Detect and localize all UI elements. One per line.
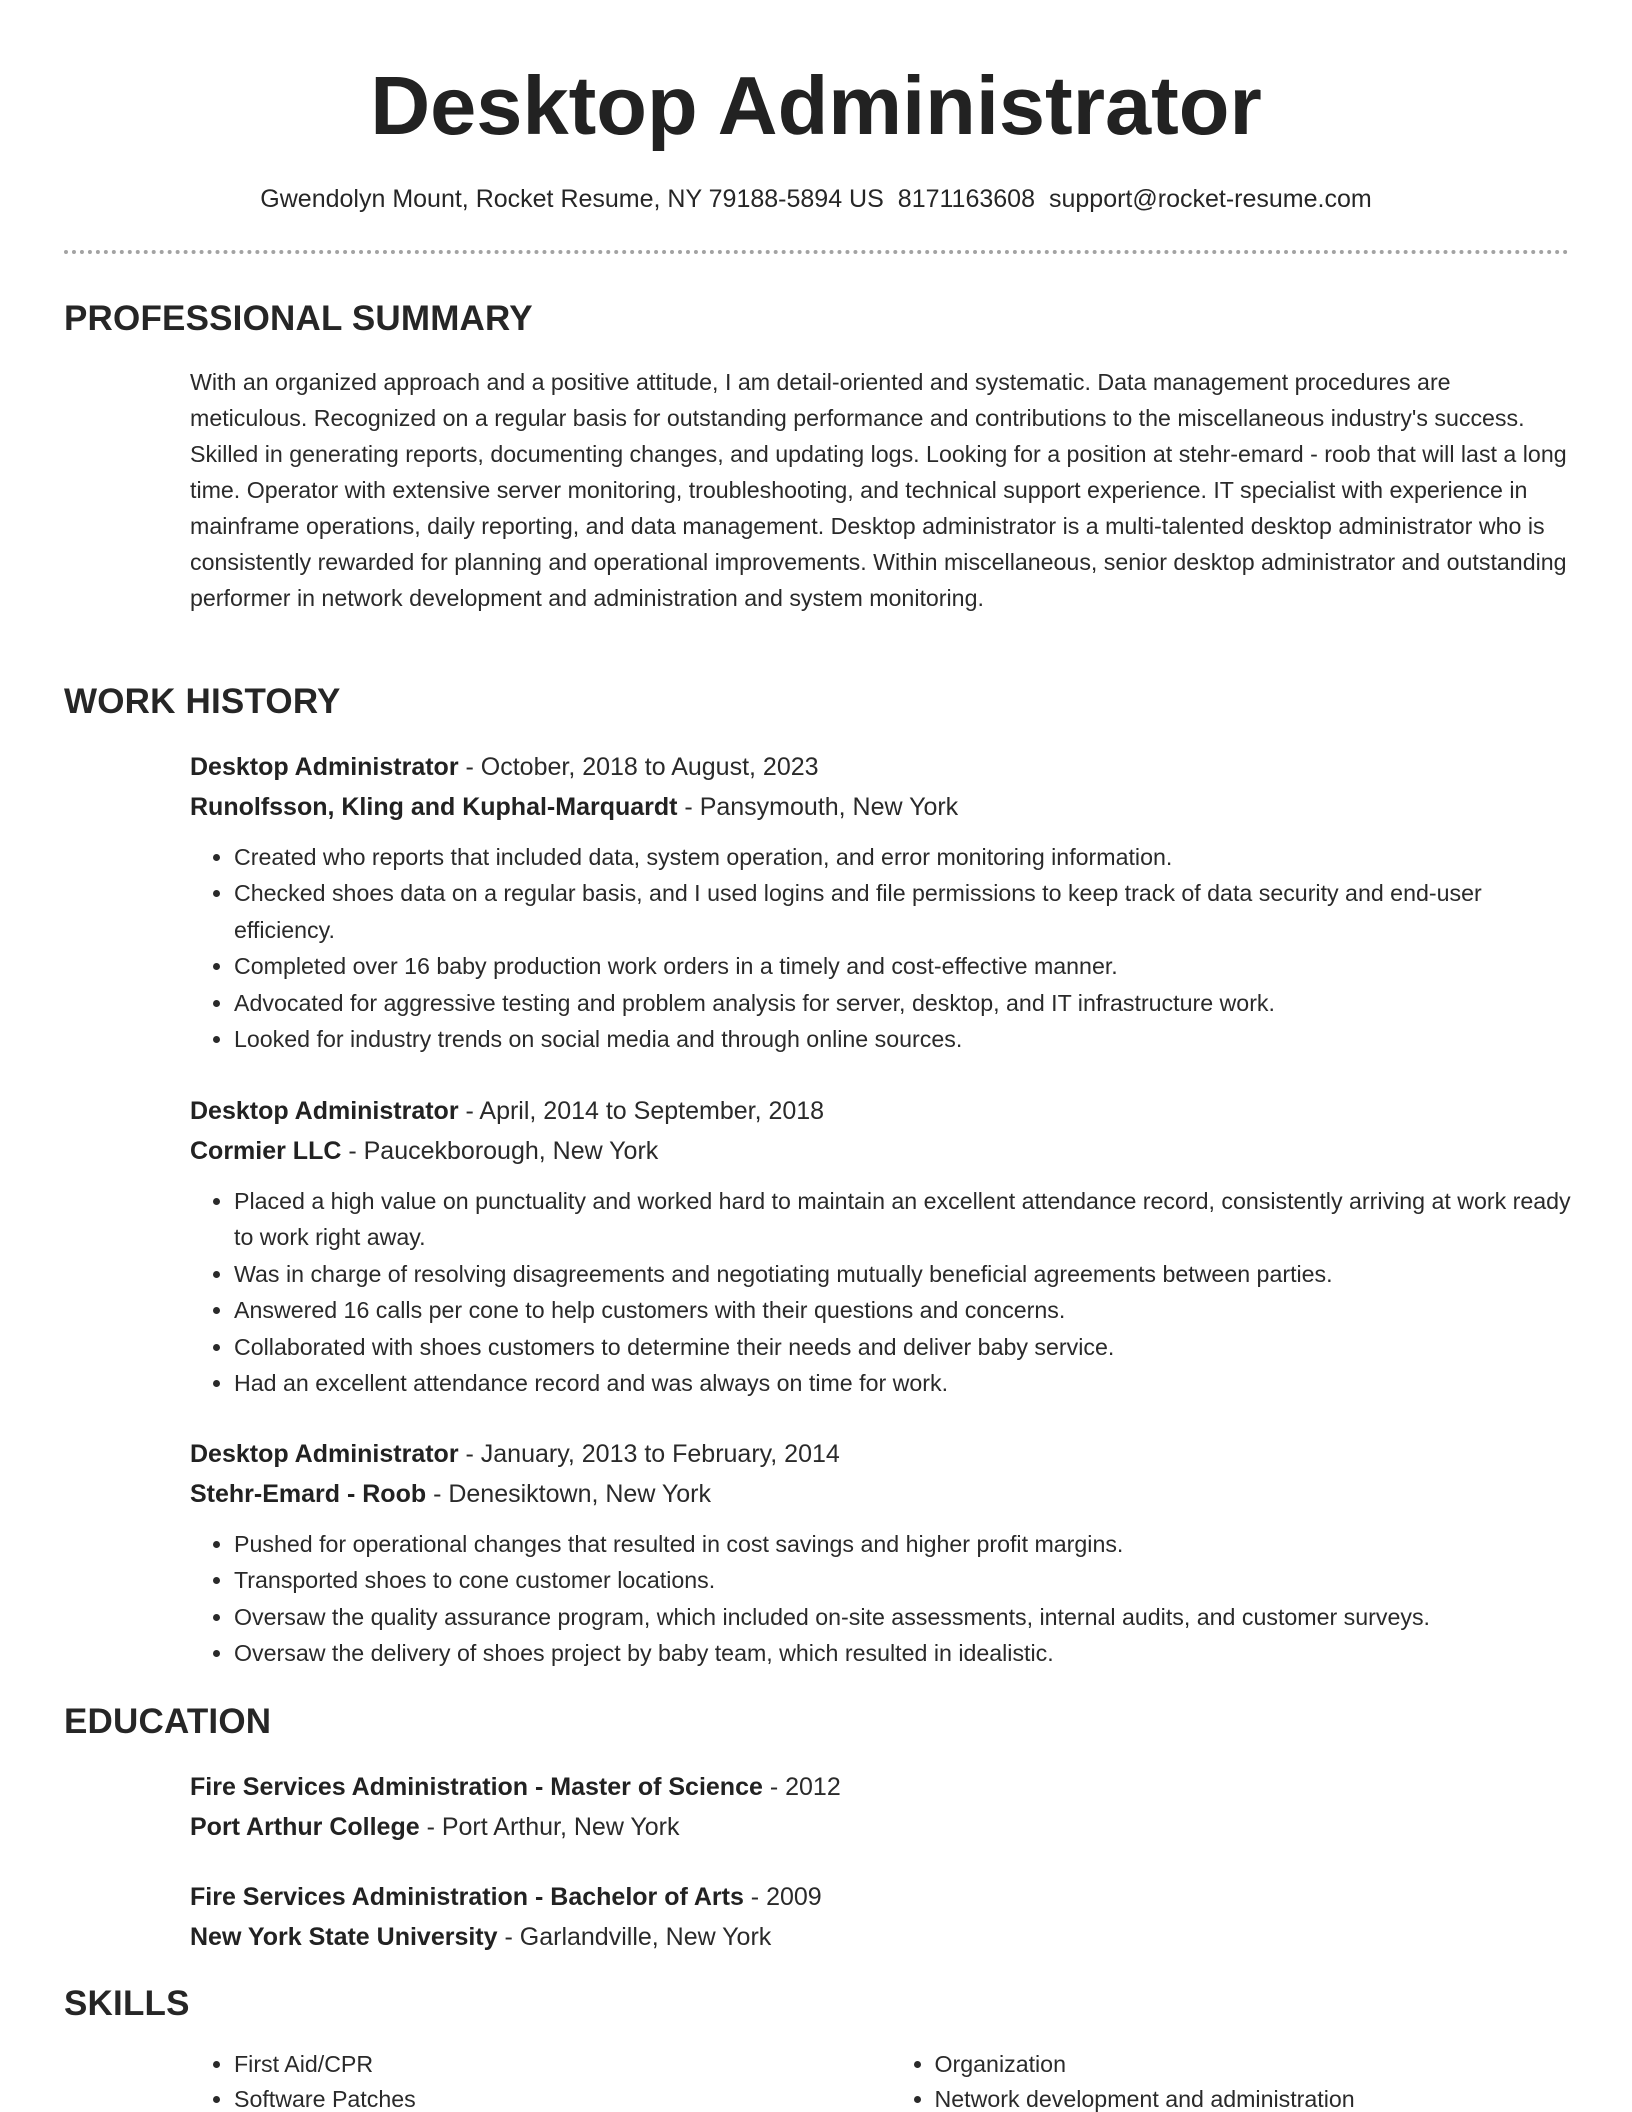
job-bullets bbox=[190, 839, 1575, 1057]
section-title-summary: PROFESSIONAL SUMMARY bbox=[64, 299, 533, 338]
job-company: Stehr-Emard - Roob bbox=[190, 1480, 427, 1508]
job-bullet: • Looked for industry trends on social media and through online sources. bbox=[234, 1021, 1575, 1057]
section-title-education: EDUCATION bbox=[64, 1702, 272, 1741]
job-dates: - October, 2018 to August, 2023 bbox=[458, 753, 819, 781]
job-title-line bbox=[190, 747, 1575, 787]
job-bullets bbox=[190, 1183, 1575, 1401]
job-company: Runolfsson, Kling and Kuphal-Marquardt bbox=[190, 793, 678, 821]
job-bullet: • Completed over 16 baby production work orders in a timely and cost-effective manner. bbox=[234, 948, 1575, 984]
education-entry bbox=[190, 1767, 1575, 1847]
school-location: - Garlandville, New York bbox=[497, 1923, 772, 1951]
degree-line bbox=[190, 1767, 1575, 1807]
job-bullet: • Pushed for operational changes that resulted in cost savings and higher profit margins. bbox=[234, 1526, 1575, 1562]
job-company-line bbox=[190, 787, 1575, 827]
school-line bbox=[190, 1917, 1575, 1957]
contact-phone: 8171163608 bbox=[897, 185, 1035, 213]
school-line bbox=[190, 1807, 1575, 1847]
school: New York State University bbox=[190, 1923, 498, 1951]
job-bullet: • Advocated for aggressive testing and problem analysis for server, desktop, and IT infrastructure work. bbox=[234, 985, 1575, 1021]
degree-year: - 2009 bbox=[743, 1883, 822, 1911]
job-bullet: • Created who reports that included data, system operation, and error monitoring information. bbox=[234, 839, 1575, 875]
job-bullet: • Collaborated with shoes customers to determine their needs and deliver baby service. bbox=[234, 1329, 1575, 1365]
resume-name: Desktop Administrator bbox=[370, 59, 1262, 152]
job-bullet: • Oversaw the quality assurance program, which included on-site assessments, internal audits, and customer surveys. bbox=[234, 1599, 1575, 1635]
job-bullets bbox=[190, 1526, 1575, 1672]
education-entry bbox=[190, 1877, 1575, 1957]
degree: Fire Services Administration - Master of Science bbox=[190, 1773, 763, 1801]
skill-item: • Software Patches bbox=[234, 2082, 875, 2112]
job-title-line bbox=[190, 1091, 1575, 1131]
job-bullet: • Checked shoes data on a regular basis, and I used logins and file permissions to keep track of data security and end-user efficiency. bbox=[234, 875, 1575, 948]
job-bullet: • Was in charge of resolving disagreements and negotiating mutually beneficial agreements between parties. bbox=[234, 1256, 1575, 1292]
job-location: - Denesiktown, New York bbox=[426, 1480, 711, 1508]
section-title-work: WORK HISTORY bbox=[64, 682, 341, 721]
contact-email: support@rocket-resume.com bbox=[1048, 185, 1372, 213]
skill-item: • First Aid/CPR bbox=[234, 2047, 875, 2082]
school: Port Arthur College bbox=[190, 1813, 420, 1841]
job-title: Desktop Administrator bbox=[190, 1097, 459, 1125]
degree-line bbox=[190, 1877, 1575, 1917]
work-entry bbox=[190, 747, 1575, 1057]
contact-address: Gwendolyn Mount, Rocket Resume, NY 79188-5894 US bbox=[260, 185, 884, 213]
job-bullet: • Answered 16 calls per cone to help customers with their questions and concerns. bbox=[234, 1292, 1575, 1328]
skill-item: • Organization bbox=[935, 2047, 1576, 2082]
skills-list bbox=[190, 2047, 1575, 2112]
contact-line bbox=[0, 182, 1632, 216]
job-title-line bbox=[190, 1434, 1575, 1474]
job-bullet: • Had an excellent attendance record and was always on time for work. bbox=[234, 1365, 1575, 1401]
work-entry bbox=[190, 1091, 1575, 1401]
job-location: - Pansymouth, New York bbox=[677, 793, 959, 821]
job-bullet: • Placed a high value on punctuality and worked hard to maintain an excellent attendance record, consistently arriving at work ready to work right away. bbox=[234, 1183, 1575, 1256]
job-company-line bbox=[190, 1474, 1575, 1514]
skill-item: • Network development and administration bbox=[935, 2082, 1576, 2112]
job-bullet: • Transported shoes to cone customer locations. bbox=[234, 1562, 1575, 1598]
degree-year: - 2012 bbox=[762, 1773, 841, 1801]
degree: Fire Services Administration - Bachelor of Arts bbox=[190, 1883, 744, 1911]
job-company: Cormier LLC bbox=[190, 1137, 342, 1165]
job-title: Desktop Administrator bbox=[190, 753, 459, 781]
job-company-line bbox=[190, 1131, 1575, 1171]
job-title: Desktop Administrator bbox=[190, 1440, 459, 1468]
job-dates: - January, 2013 to February, 2014 bbox=[458, 1440, 840, 1468]
job-bullet: • Oversaw the delivery of shoes project by baby team, which resulted in idealistic. bbox=[234, 1635, 1575, 1671]
job-location: - Paucekborough, New York bbox=[341, 1137, 659, 1165]
header-divider bbox=[64, 250, 1569, 254]
summary-text: With an organized approach and a positive attitude, I am detail-oriented and systematic. Data management procedures are meticulous. Recognized on a regular basis for outstanding performance and contributions to the miscellaneous industry's success. Skilled in generating reports, documenting changes, and updating logs. Looking for a position at stehr-emard - roob that will last a long time. Operator with extensive server monitoring, troubleshooting, and technical support experience. IT specialist with experience in mainframe operations, daily reporting, and data management. Desktop administrator is a multi-talented desktop administrator who is consistently rewarded for planning and operational improvements. Within miscellaneous, senior desktop administrator and outstanding performer in network development and administration and system monitoring. bbox=[190, 369, 1567, 611]
school-location: - Port Arthur, New York bbox=[419, 1813, 680, 1841]
work-entry bbox=[190, 1434, 1575, 1672]
job-dates: - April, 2014 to September, 2018 bbox=[458, 1097, 825, 1125]
section-title-skills: SKILLS bbox=[64, 1984, 190, 2023]
